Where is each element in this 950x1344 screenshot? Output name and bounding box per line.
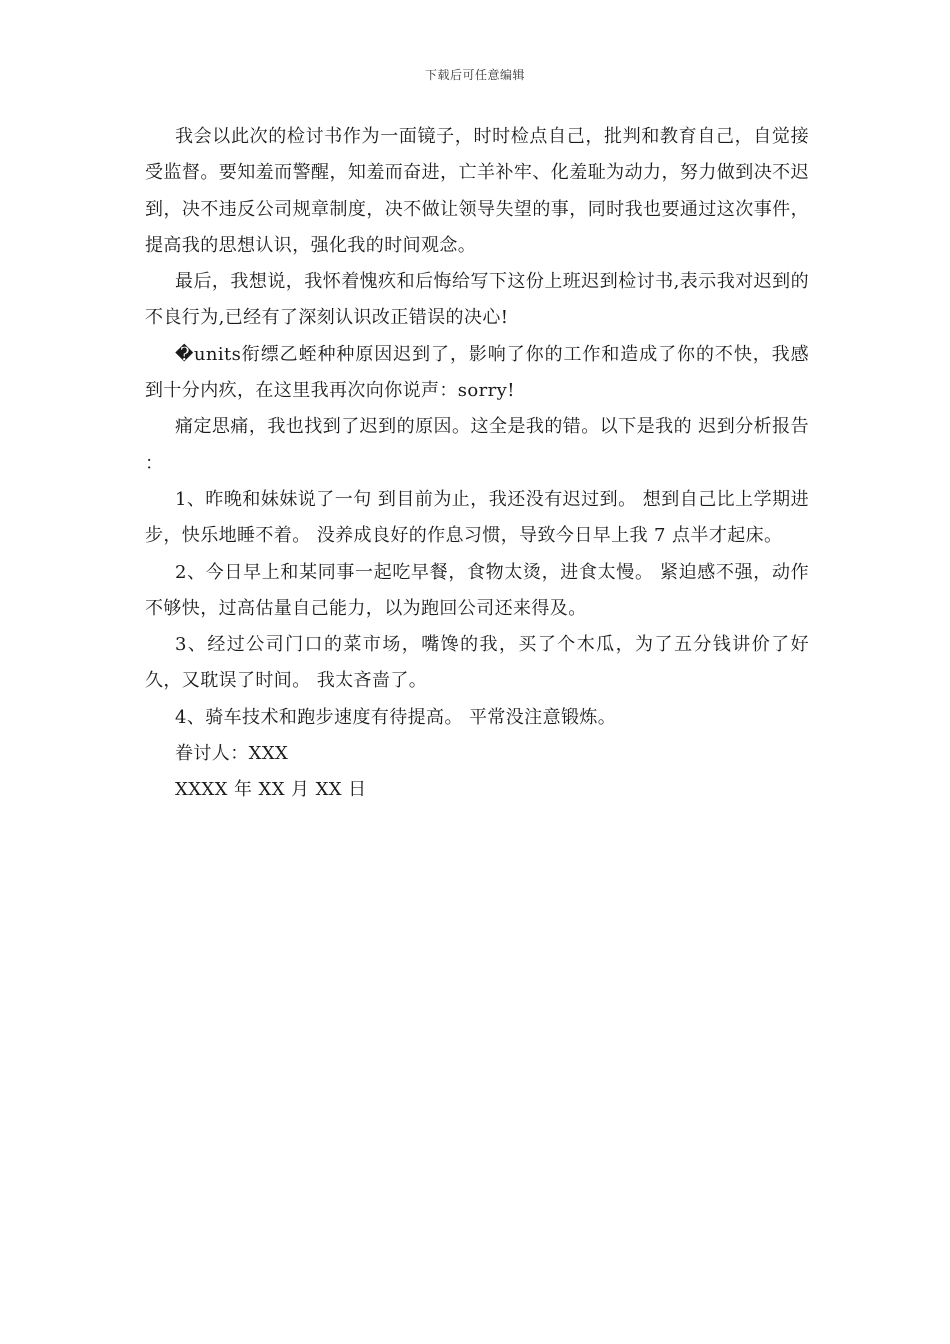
date-line: XXXX 年 XX 月 XX 日 <box>175 779 367 801</box>
paragraph-resolution: 我会以此次的检讨书作为一面镜子，时时检点自己，批判和教育自己，自觉接受监督。要知羞而警醒，知羞而奋进，亡羊补牢、化羞耻为动力，努力做到决不迟到，决不违反公司规章制度，决不做让领导失望的事，同时我也要通过这次事件，提高我的思想认识，强化我的时间观念。 <box>145 126 809 256</box>
list-item-reason-4: 4、骑车技术和跑步速度有待提高。 平常没注意锻炼。 <box>175 706 617 728</box>
list-item-reason-3: 3、经过公司门口的菜市场，嘴馋的我，买了个木瓜，为了五分钱讲价了好久，又耽误了时间。 我太吝啬了。 <box>145 634 809 692</box>
paragraph-analysis-intro: 痛定思痛，我也找到了迟到的原因。这全是我的错。以下是我的 迟到分析报告 ： <box>145 416 816 474</box>
list-item-reason-1: 1、昨晚和妹妹说了一句 到目前为止，我还没有迟过到。 想到自己比上学期进步，快乐地睡不着。 没养成良好的作息习惯，导致今日早上我 7 点半才起床。 <box>145 488 809 547</box>
paragraph-apology: �units衔缥乙蛭种种原因迟到了，影响了你的工作和造成了你的不快，我感到十分内疚，在这里我再次向你说声：sorry! <box>145 343 809 402</box>
page-header-note: 下载后可任意编辑 <box>424 68 525 82</box>
paragraph-closing: 最后，我想说，我怀着愧疚和后悔给写下这份上班迟到检讨书,表示我对迟到的不良行为,已经有了深刻认识改正错误的决心! <box>145 271 809 329</box>
list-item-reason-2: 2、今日早上和某同事一起吃早餐，食物太烫，进食太慢。 紧迫感不强，动作不够快，过高估量自己能力，以为跑回公司还来得及。 <box>145 561 809 619</box>
document-body <box>145 119 816 809</box>
signature-line: 眷讨人：XXX <box>175 743 289 765</box>
